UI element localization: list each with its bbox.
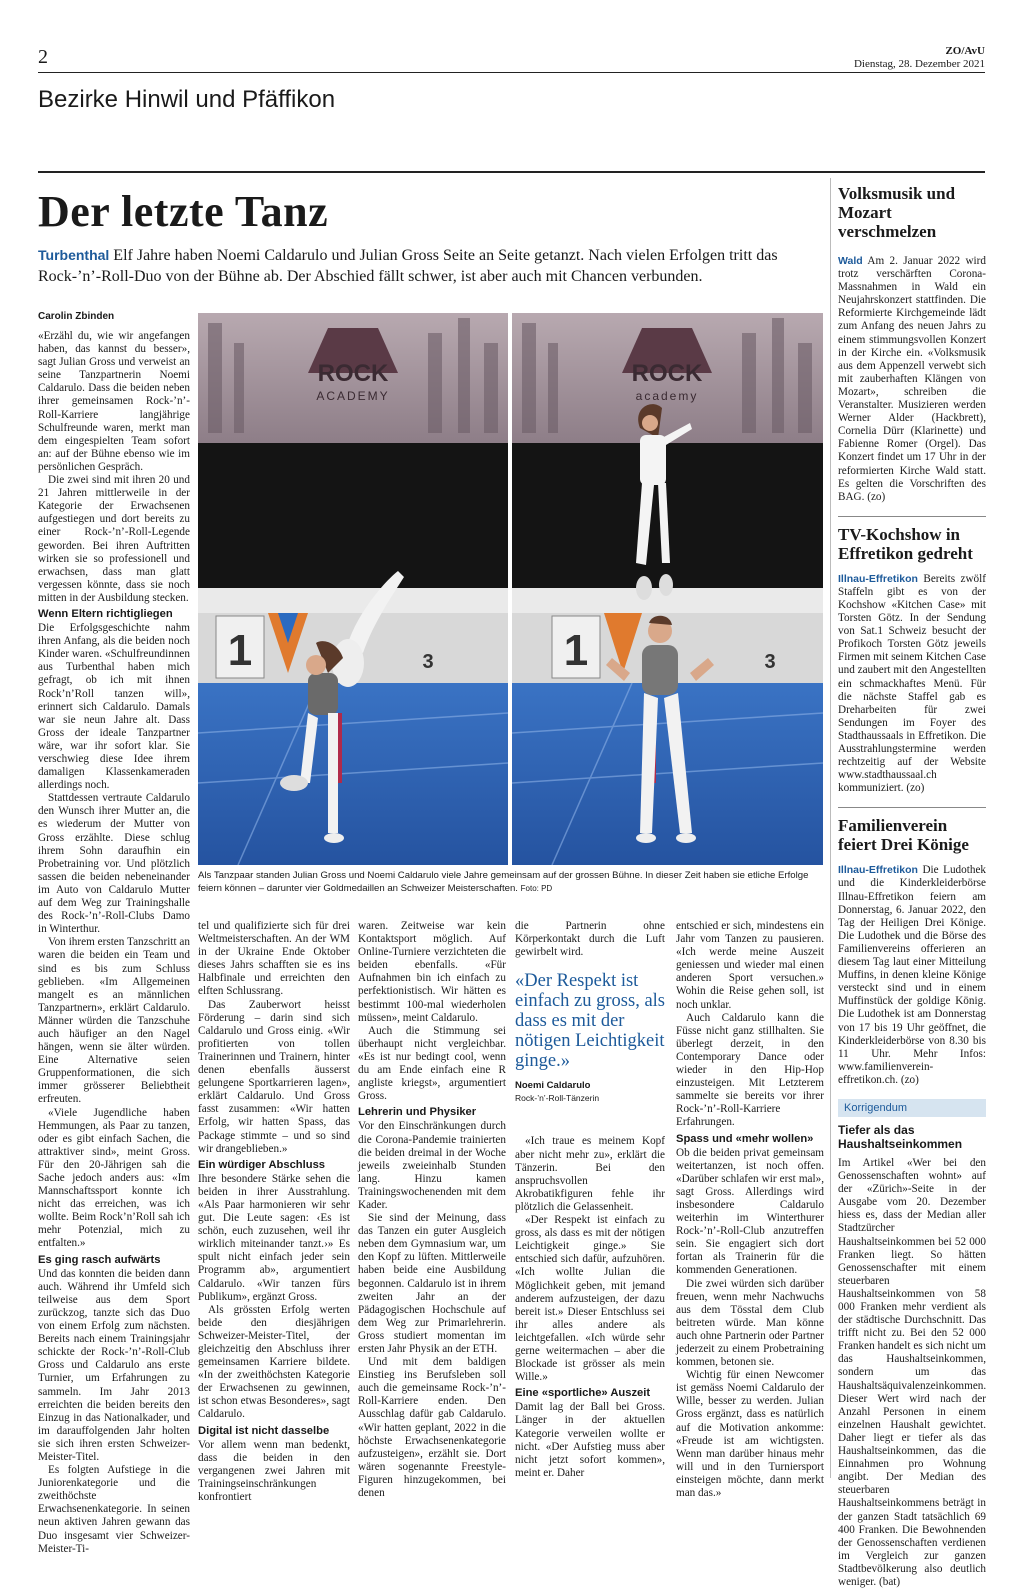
- col1-paragraph: «Erzähl du, wie wir angefangen haben, das kannst du besser», sagt Julian Gross und verweist an seine Tanzpartnerin Noemi Caldarulo. Dass die beiden neben ihrer gemeinsamen Rock-’n’-Roll-Karriere langjährige Schulfreunde waren, merkt man dem eingespielten Team sofort an: auf der Bühne ebenso wie im persönlichen Gespräch.: [38, 330, 190, 473]
- sidebar-story-2-title: TV-Kochshow in Effretikon gedreht: [838, 524, 973, 563]
- pull-quote-name: Noemi Caldarulo: [515, 1080, 591, 1092]
- right-sign-rock: ROCK: [631, 360, 703, 387]
- korrigendum-text: Im Artikel «Wer bei den Genossenschaften wohnt» auf der «Zürich»-Seite in der Ausgabe vom 20. Dezember hiess es, dass der Median aller Stadtzürcher Haushaltseinkommen bei 52 000 Franken liegt. So hätten Genossenschafter mit einem steuerbaren Haushaltseinkommen von 58 000 Franken mehr verdient als der städtische Durchschnitt. Das trifft nicht zu. Bei den 52 000 Franken handelt es sich nicht um das Haushaltseinkommen, sondern um das Haushaltsäquivalenzeinkommen. Dieser Wert wird nach der Anzahl Personen in einem einzelnen Haushalt gewichtet. Daher liegt er tiefer als das Haushaltseinkommen, das die Einnahmen pro Wohnung angibt. Der Median des steuerbaren Haushaltseinkommens beträgt in der ganzen Stadt tatsächlich 69 400 Franken. Die Bewohnenden der Genossenschaften verdienen im Vergleich zur ganzen Stadtbevölkerung also deutlich weniger. (bat): [838, 1156, 987, 1588]
- sidebar-story-2-place: Illnau-Effretikon: [838, 572, 918, 585]
- photo-caption: [198, 870, 824, 895]
- col2-paragraph: Als grössten Erfolg werten beide den diesjährigen Schweizer-Meister-Titel, der gleichzeitig den Abschluss ihrer gemeinsamen Karriere bildete. «In der zweithöchsten Kategorie der Erwachsenen zu gewinnen, ist schon etwas Besonderes», sagt Caldarulo.: [198, 1303, 350, 1421]
- col3-paragraph: Und mit dem baldigen Einstieg ins Berufsleben soll auch die gemeinsame Rock-’n’-Roll-Karriere enden. Den Ausschlag dafür gab Caldarulo. «Wir hatten geplant, 2022 in die höchste Erwachsenenkategorie aufzusteigen», erzählt sie. Dort wären sogenannte Freestyle-Figuren hinzugekommen, bei denen: [358, 1356, 506, 1500]
- sidebar-story-1-body: [838, 255, 986, 504]
- col1-paragraph: Von ihrem ersten Tanzschritt an waren die beiden ein Team und sind es bis zum Schluss geblieben. «Im Allgemeinen mangelt es an männlichen Tanzpartnern», erklärt Caldarulo. Männer würden die Tanzschuhe auch häufiger an den Nagel hängen, wenn sie älter würden. Eine Alternative seien Gruppenformationen, die sich immer grösserer Beliebtheit erfreuten.: [38, 936, 190, 1106]
- right-podium-3: 3: [764, 651, 776, 673]
- korrigendum-title: Tiefer als das Haushaltseinkommen: [838, 1122, 963, 1151]
- caption-text: Als Tanzpaar standen Julian Gross und Noemi Caldarulo viele Jahre gemeinsam auf der grossen Bühne. In dieser Zeit haben sie etliche Erfolge feiern können – darunter vier Goldmedaillen an Schweizer Meisterschaften.: [198, 870, 809, 894]
- caption-credit: Foto: PD: [520, 883, 553, 893]
- photo-left-scene: [198, 313, 508, 865]
- col4-subheading: Eine «sportliche» Auszeit: [515, 1387, 651, 1400]
- col5-paragraph: Ob die beiden privat gemeinsam weitertanzen, ist noch offen. «Darüber schlafen wir erst mal», sagt Gross. Allerdings wird insbesondere Caldarulo weiterhin im Winterthurer Rock-’n’-Roll-Club anzutreffen sein. Sie engagiert sich dort fortan als Trainerin für die kommenden Generationen.: [676, 1146, 824, 1277]
- photo-right: [512, 313, 823, 865]
- col3-paragraph: waren. Zeitweise war kein Kontaktsport möglich. Auf Online-Turniere verzichteten die beiden ebenfalls. «Für Aufnahmen bin ich einfach zu perfektionistisch. Wir hätten es bestimmt 100-mal wiederholen müssen», meint Caldarulo.: [358, 920, 506, 1024]
- sidebar: [838, 184, 986, 1589]
- sidebar-story-2-body: [838, 573, 986, 796]
- col3-subheading: Lehrerin und Physiker: [358, 1106, 477, 1119]
- left-podium-3: 3: [422, 651, 434, 673]
- publication-name: ZO/AvU: [945, 45, 985, 57]
- col1-paragraph: Es folgten Aufstiege in die Juniorenkategorie und die zweithöchste Erwachsenenkategorie. In seinen neun aktiven Jahren gewann das Duo insgesamt vier Schweizer-Meister-Ti-: [38, 1464, 190, 1555]
- sidebar-story-3-place: Illnau-Effretikon: [838, 864, 918, 877]
- issue-date: Dienstag, 28. Dezember 2021: [853, 58, 985, 70]
- col1-paragraph: Stattdessen vertraute Caldarulo den Wunsch ihrer Mutter an, die es wiederum der Mutter von Gross erzählte. Diese schlug ihrem Sohn daraufhin ein Probetraining vor. Und plötzlich sassen die beiden nebeneinander im Auto von Caldarulo Mutter auf dem Weg zur Trainingshalle des Rock-’n’-Roll-Clubs Damo in Winterthur.: [38, 792, 190, 936]
- korrigendum-label: Korrigendum: [838, 1099, 986, 1117]
- sidebar-story-2-text: Bereits zwölf Staffeln gibt es von der Kochshow «Kitchen Case» mit Torsten Götz. In der Sendung von Sat.1 Schweiz besucht der Profikoch Torsten Götz jeweils Firmen mit seinem Kitchen Case und zaubert mit den Angestellten ein schmackhaftes Menü. Für die nächste Staffel gab es Dreharbeiten für zwei Sendungen im Foyer des Stadthaussaals in Effretikon. Die Ausstrahlungstermine werden rechtzeitig auf der Website www.stadthaussaal.ch kommuniziert. (zo): [838, 572, 986, 795]
- col5-paragraph: Wichtig für einen Newcomer ist gemäss Noemi Caldarulo der Wille, besser zu werden. Julian Gross ergänzt, dass es natürlich auf die Motivation ankomme: «Freude ist am wichtigsten. Wenn man darüber hinaus mehr will und in den Turniersport einsteigen möchte, dann merkt man das.»: [676, 1369, 824, 1500]
- page-number: 2: [38, 46, 48, 68]
- sidebar-story-1: [838, 184, 986, 504]
- sidebar-separator: [838, 516, 986, 517]
- col4-paragraph: «Ich traue es meinem Kopf aber nicht mehr zu», erklärt die Tänzerin. Bei den anspruchsvollen Akrobatikfiguren fehle ihr plötzlich die Gelassenheit.: [515, 1135, 665, 1213]
- col1-paragraph: Die Erfolgsgeschichte nahm ihren Anfang, als die beiden noch Kinder waren. «Schulfreundinnen aus Turbenthal haben mich gefragt, ob ich mit ihnen Rock’n’Roll tanzen will», erinnert sich Caldarulo. Damals war sie neun Jahre alt. Dass Gross der ideale Tanzpartner wäre, war ihr sofort klar. Sie verschwieg diese Idee ihrem damaligen Klassenkameraden allerdings noch.: [38, 622, 190, 792]
- article-column-1: [38, 330, 190, 1556]
- right-podium-1: 1: [563, 626, 589, 675]
- col4-paragraph: die Partnerin ohne Körperkontakt durch die Luft gewirbelt wird.: [515, 920, 665, 959]
- article-lead: [38, 245, 808, 287]
- col3-paragraph: Vor den Einschränkungen durch die Corona-Pandemie trainierten die beiden dreimal in der Woche jeweils zweieinhalb Stunden lang. Hinzu kamen Trainingswochenenden mit dem Kader.: [358, 1120, 506, 1211]
- col2-subheading: Ein würdiger Abschluss: [198, 1158, 326, 1171]
- sidebar-korrigendum: [838, 1099, 986, 1589]
- col2-paragraph: Ihre besondere Stärke sehen die beiden in ihrer Ausstrahlung. «Als Paar harmonieren wir sehr gut. Die Leute sagen: ‹Es ist schön, euch zuzusehen, weil ihr wirklich miteinander tanzt.›» Es spult nicht einfach jeder sein Programm ab», argumentiert Caldarulo. «Wir tanzen fürs Publikum», ergänzt Gross.: [198, 1172, 350, 1303]
- left-sign-rock: ROCK: [317, 360, 389, 387]
- pull-quote-text: «Der Respekt ist einfach zu gross, als dass es mit der nötigen Leichtigkeit ginge.»: [515, 971, 666, 1072]
- col1-paragraph: «Viele Jugendliche haben Hemmungen, als Paar zu tanzen, oder es gibt einfach Sachen, die attraktiver sind», meint Gross. Für den 20-Jährigen sah die Sache jedoch anders aus: «Im Mannschaftssport konnte ich nicht das erreichen, was ich wollte. Beim Rock’n’Roll sah ich mehr Potenzial, mich zu entfalten.»: [38, 1106, 190, 1250]
- headline: Der letzte Tanz: [38, 187, 329, 236]
- col5-subheading: Spass und «mehr wollen»: [676, 1132, 814, 1145]
- right-sign-academy: academy: [635, 389, 699, 403]
- col5-paragraph: entschied er sich, mindestens ein Jahr vom Tanzen zu pausieren. «Ich werde meine Auszeit geniessen und wieder mal einen anderen Sport versuchen.» Wohin die Reise gehen soll, ist noch unklar.: [676, 920, 824, 1011]
- col4-paragraph: Damit lag der Ball bei Gross. Länger in der aktuellen Kategorie verweilen wollte er nicht. «Der Aufstieg muss aber nicht jetzt sofort kommen», meint er. Daher: [515, 1401, 665, 1479]
- sidebar-story-1-text: Am 2. Januar 2022 wird trotz verschärften Corona-Massnahmen in Wald ein Neujahrskonzert stattfinden. Die Reformierte Kirchgemeinde lädt zum Anfang des neuen Jahrs zu einem stimmungsvollen Konzert in der Kirche ein. «Volksmusik aus dem Appenzell verwebt sich mit zauberhaften Klängen von Mozart», schreiben die Veranstalter. Musizieren werden Werner Alder (Hackbrett), Cornelia Dürr (Klarinette) und Fabienne Romer (Orgel). Das Konzert findet um 17 Uhr in der reformierten Kirche Wald statt. Es gelten die Vorschriften des BAG. (zo): [838, 255, 986, 503]
- col5-paragraph: Auch Caldarulo kann die Füsse nicht ganz stillhalten. Sie überlegt derzeit, in den Contemporary Dance oder wieder in den Hip-Hop einzusteigen. Mit Letzterem sammelte sie bereits vor ihrer Rock-’n’-Roll-Karriere Erfahrungen.: [676, 1011, 824, 1129]
- col3-paragraph: Auch die Stimmung sei überhaupt nicht vergleichbar. «Es ist nur bedingt cool, wenn du am Ende einfach eine R angliste kriegst», argumentiert Gross.: [358, 1024, 506, 1103]
- article-column-2: [198, 920, 350, 1504]
- lead-text: Elf Jahre haben Noemi Caldarulo und Julian Gross Seite an Seite getanzt. Nach vielen Erfolgen tritt das Rock-’n’-Roll-Duo von der Bühne ab. Der Abschied fällt schwer, ist aber auch mit Chancen verbunden.: [38, 247, 778, 285]
- header-rule: [38, 72, 985, 73]
- col2-paragraph: Das Zauberwort heisst Förderung – darin sind sich Caldarulo und Gross einig. «Wir profitierten von tollen Trainerinnen und Trainern, hinter denen ebenfalls äusserst gelungene Sportkarrieren lagen», erklärt Caldarulo. Und Gross fasst zusammen: «Wir hatten Erfolg, wir hatten Spass, das Package stimmte – und so sind wir drangeblieben.»: [198, 998, 350, 1155]
- article-column-4: [515, 920, 665, 1480]
- col1-subheading: Es ging rasch aufwärts: [38, 1253, 161, 1266]
- col2-paragraph: Vor allem wenn man bedenkt, dass die beiden in den vergangenen zwei Jahren mit Trainingseinschränkungen konfrontiert: [198, 1438, 350, 1504]
- author: Carolin Zbinden: [38, 311, 115, 322]
- col3-paragraph: Sie sind der Meinung, dass das Tanzen ein guter Ausgleich neben dem Gymnasium war, um den Kopf zu lüften. Mittlerweile haben beide eine Ausbildung begonnen. Caldarulo ist in ihrem zweiten Jahr an der Pädagogischen Hochschule auf dem Weg zur Primarlehrerin. Gross studiert momentan im ersten Jahr Physik an der ETH.: [358, 1212, 506, 1355]
- sidebar-story-3: [838, 816, 986, 1087]
- left-sign-academy: ACADEMY: [316, 389, 390, 403]
- sidebar-story-3-body: [838, 864, 986, 1087]
- pull-quote-role: Rock-’n’-Roll-Tänzerin: [515, 1093, 600, 1104]
- col2-subheading: Digital ist nicht dasselbe: [198, 1424, 330, 1437]
- sidebar-divider: [830, 178, 831, 1478]
- sidebar-story-1-title: Volksmusik und Mozart verschmelzen: [838, 184, 956, 241]
- article-column-5: [676, 920, 824, 1500]
- col1-paragraph: Und das konnten die beiden dann auch. Während ihr Umfeld sich teilweise aus dem Sport zurückzog, tanzte sich das Duo von einem Erfolg zum nächsten. Bereits nach einem Trainingsjahr schickte der Rock-’n’-Roll-Club Gross und Caldarulo ans erste Turnier, um Erfahrungen zu sammeln. Im Jahr 2013 erreichten die beiden bereits den Einzug in das Nationalkader, und im darauffolgenden Jahr holten sie sich ihren ersten Schweizer-Meister-Titel.: [38, 1267, 190, 1463]
- left-podium-1: 1: [227, 626, 253, 675]
- sidebar-separator: [838, 807, 986, 808]
- photo-left: [198, 313, 508, 865]
- sidebar-story-3-text: Die Ludothek und die Kinderkleiderbörse Illnau-Effretikon feiern am Donnerstag, 6. Januar 2022, den Tag der Heiligen Drei Könige. Die Ludothek und die Börse des Familienvereins offerieren an diesem Tag laut einer Mitteilung Muffins, in denen kleine Könige versteckt sind und in einem Muffinstück der goldige König. Die Ludothek ist am Donnerstag von 17 bis 19 Uhr geöffnet, die Kinderkleiderbörse von 8.30 bis 11 Uhr. Mehr Infos: www.familienverein-effretikon.ch. (zo): [838, 864, 987, 1086]
- col5-paragraph: Die zwei würden sich darüber freuen, wenn mehr Nachwuchs aus dem Tösstal dem Club beitreten würde. Man könne auch ohne Partnerin oder Partner jederzeit zu einem Probetraining kommen, betonen sie.: [676, 1277, 824, 1369]
- section-title: Bezirke Hinwil und Pfäffikon: [38, 86, 336, 113]
- photo-right-scene: [512, 313, 823, 865]
- pull-quote: [515, 971, 665, 1105]
- sidebar-story-1-place: Wald: [838, 255, 863, 267]
- col2-paragraph: tel und qualifizierte sich für drei Weltmeisterschaften. An der WM in der Ukraine Ende Oktober dieses Jahrs schafften sie es ins Halbfinale und erreichten den elften Schlussrang.: [198, 920, 350, 998]
- col4-paragraph: «Der Respekt ist einfach zu gross, als dass es mit der nötigen Leichtigkeit ginge.» Sie entschied sich dafür, aufzuhören. «Ich wollte Julian die Möglichkeit geben, mit jemand anderem aufzusteigen, der dazu bereit ist.» Dieser Entschluss sei ihr alles andere als leichtgefallen. «Ich würde sehr gerne weitermachen – aber die Blockade ist grösser als mein Wille.»: [515, 1214, 665, 1384]
- sidebar-story-2: [838, 525, 986, 796]
- col1-paragraph: Die zwei sind mit ihren 20 und 21 Jahren mittlerweile in der Kategorie der Erwachsenen aufgestiegen und dort bereits zu einer Rock-’n’-Roll-Legende geworden. Bei ihren Auftritten wirken sie so professionell und erwachsen, dass man glatt vergessen könnte, dass sie noch mitten in der Ausbildung stecken.: [38, 474, 190, 604]
- sidebar-story-3-title: Familienverein feiert Drei Könige: [838, 816, 969, 855]
- section-rule: [38, 171, 985, 173]
- article-column-3: [358, 920, 506, 1500]
- lead-place: Turbenthal: [38, 247, 110, 263]
- col1-subheading: Wenn Eltern richtigliegen: [38, 607, 173, 620]
